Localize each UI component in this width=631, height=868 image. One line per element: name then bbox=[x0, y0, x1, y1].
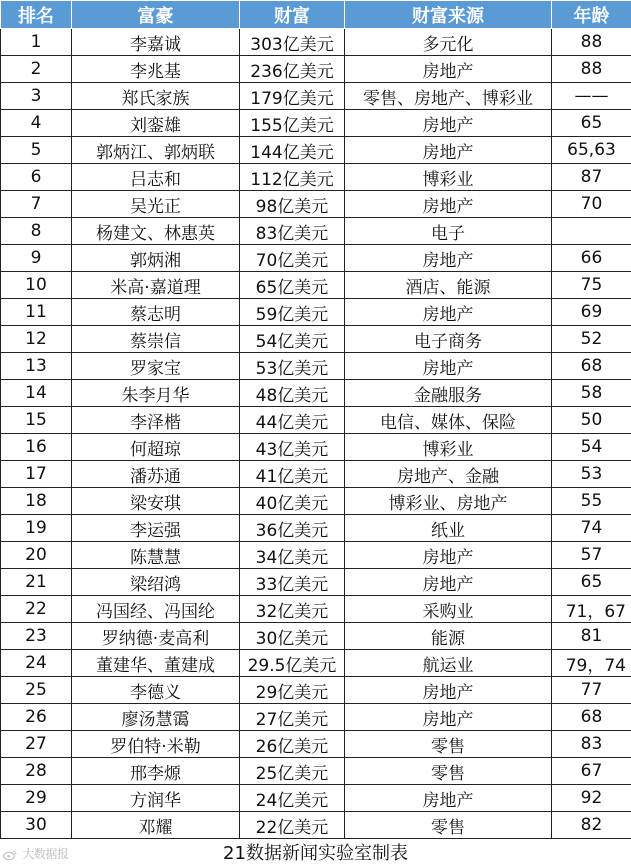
table-row bbox=[1, 488, 631, 515]
table-row bbox=[1, 434, 631, 461]
cell-age: 67 bbox=[552, 758, 631, 785]
cell-rank: 13 bbox=[1, 353, 72, 380]
cell-name: 朱李月华 bbox=[72, 380, 240, 407]
table-row bbox=[1, 164, 631, 191]
cell-rank: 12 bbox=[1, 326, 72, 353]
cell-source: 房地产 bbox=[345, 569, 552, 596]
cell-wealth: 70亿美元 bbox=[240, 245, 345, 272]
cell-source: 房地产 bbox=[345, 677, 552, 704]
cell-age: 88 bbox=[552, 29, 631, 56]
cell-source: 零售 bbox=[345, 812, 552, 839]
cell-name: 廖汤慧霭 bbox=[72, 704, 240, 731]
cell-name: 郭炳湘 bbox=[72, 245, 240, 272]
cell-source: 房地产 bbox=[345, 299, 552, 326]
cell-source: 零售 bbox=[345, 731, 552, 758]
table-row bbox=[1, 704, 631, 731]
cell-rank: 5 bbox=[1, 137, 72, 164]
cell-age: 79，74 bbox=[552, 650, 631, 677]
cell-source: 房地产 bbox=[345, 245, 552, 272]
cell-source: 房地产 bbox=[345, 56, 552, 83]
table-body bbox=[1, 29, 631, 839]
cell-wealth: 26亿美元 bbox=[240, 731, 345, 758]
cell-wealth: 30亿美元 bbox=[240, 623, 345, 650]
cell-wealth: 34亿美元 bbox=[240, 542, 345, 569]
cell-name: 陈慧慧 bbox=[72, 542, 240, 569]
cell-name: 李运强 bbox=[72, 515, 240, 542]
cell-wealth: 44亿美元 bbox=[240, 407, 345, 434]
cell-rank: 18 bbox=[1, 488, 72, 515]
header-row bbox=[1, 1, 631, 29]
cell-rank: 28 bbox=[1, 758, 72, 785]
cell-name: 邓耀 bbox=[72, 812, 240, 839]
table-row bbox=[1, 461, 631, 488]
cell-age: 83 bbox=[552, 731, 631, 758]
cell-name: 吕志和 bbox=[72, 164, 240, 191]
table-row bbox=[1, 785, 631, 812]
cell-wealth: 179亿美元 bbox=[240, 83, 345, 110]
table-row bbox=[1, 542, 631, 569]
cell-name: 刘銮雄 bbox=[72, 110, 240, 137]
header-rank: 排名 bbox=[1, 1, 72, 29]
watermark bbox=[3, 846, 68, 862]
table-row bbox=[1, 110, 631, 137]
table-row bbox=[1, 218, 631, 245]
cell-name: 何超琼 bbox=[72, 434, 240, 461]
cell-rank: 3 bbox=[1, 83, 72, 110]
cell-name: 李泽楷 bbox=[72, 407, 240, 434]
table-row bbox=[1, 812, 631, 839]
cell-age: 68 bbox=[552, 704, 631, 731]
cell-rank: 2 bbox=[1, 56, 72, 83]
table-row bbox=[1, 623, 631, 650]
table-row bbox=[1, 731, 631, 758]
cell-source: 电信、媒体、保险 bbox=[345, 407, 552, 434]
cell-source: 金融服务 bbox=[345, 380, 552, 407]
table-row bbox=[1, 29, 631, 56]
cell-source: 零售 bbox=[345, 758, 552, 785]
cell-age: 77 bbox=[552, 677, 631, 704]
table-row bbox=[1, 380, 631, 407]
cell-rank: 17 bbox=[1, 461, 72, 488]
cell-name: 方润华 bbox=[72, 785, 240, 812]
cell-name: 罗家宝 bbox=[72, 353, 240, 380]
cell-rank: 30 bbox=[1, 812, 72, 839]
header-name: 富豪 bbox=[72, 1, 240, 29]
cell-source: 博彩业 bbox=[345, 434, 552, 461]
table-row bbox=[1, 272, 631, 299]
cell-age: 55 bbox=[552, 488, 631, 515]
cell-age: 92 bbox=[552, 785, 631, 812]
cell-source: 房地产 bbox=[345, 191, 552, 218]
cell-source: 房地产、金融 bbox=[345, 461, 552, 488]
cell-rank: 26 bbox=[1, 704, 72, 731]
cell-wealth: 144亿美元 bbox=[240, 137, 345, 164]
cell-source: 房地产 bbox=[345, 785, 552, 812]
cell-wealth: 303亿美元 bbox=[240, 29, 345, 56]
cell-age: 71，67 bbox=[552, 596, 631, 623]
cell-rank: 29 bbox=[1, 785, 72, 812]
cell-wealth: 33亿美元 bbox=[240, 569, 345, 596]
cell-age: 50 bbox=[552, 407, 631, 434]
cell-rank: 24 bbox=[1, 650, 72, 677]
cell-wealth: 22亿美元 bbox=[240, 812, 345, 839]
cell-name: 李嘉诚 bbox=[72, 29, 240, 56]
table-row bbox=[1, 677, 631, 704]
cell-rank: 20 bbox=[1, 542, 72, 569]
cell-rank: 16 bbox=[1, 434, 72, 461]
table-row bbox=[1, 137, 631, 164]
table-row bbox=[1, 515, 631, 542]
cell-rank: 25 bbox=[1, 677, 72, 704]
cell-age: 65,63 bbox=[552, 137, 631, 164]
cell-source: 房地产 bbox=[345, 704, 552, 731]
cell-rank: 7 bbox=[1, 191, 72, 218]
cell-age: 70 bbox=[552, 191, 631, 218]
cell-source: 零售、房地产、博彩业 bbox=[345, 83, 552, 110]
cell-wealth: 59亿美元 bbox=[240, 299, 345, 326]
cell-source: 纸业 bbox=[345, 515, 552, 542]
table-footer-credit: 21数据新闻实验室制表 bbox=[223, 843, 408, 864]
cell-wealth: 43亿美元 bbox=[240, 434, 345, 461]
cell-wealth: 236亿美元 bbox=[240, 56, 345, 83]
cell-rank: 9 bbox=[1, 245, 72, 272]
cell-source: 航运业 bbox=[345, 650, 552, 677]
cell-rank: 10 bbox=[1, 272, 72, 299]
cell-name: 梁安琪 bbox=[72, 488, 240, 515]
cell-age: 88 bbox=[552, 56, 631, 83]
cell-name: 李德义 bbox=[72, 677, 240, 704]
cell-age: 74 bbox=[552, 515, 631, 542]
cell-name: 蔡志明 bbox=[72, 299, 240, 326]
table-row bbox=[1, 407, 631, 434]
cell-wealth: 32亿美元 bbox=[240, 596, 345, 623]
cell-age: —— bbox=[552, 83, 631, 110]
cell-wealth: 112亿美元 bbox=[240, 164, 345, 191]
cell-source: 房地产 bbox=[345, 110, 552, 137]
cell-rank: 8 bbox=[1, 218, 72, 245]
cell-wealth: 29.5亿美元 bbox=[240, 650, 345, 677]
cell-name: 潘苏通 bbox=[72, 461, 240, 488]
cell-age: 57 bbox=[552, 542, 631, 569]
cell-wealth: 65亿美元 bbox=[240, 272, 345, 299]
cell-name: 冯国经、冯国纶 bbox=[72, 596, 240, 623]
table-row bbox=[1, 569, 631, 596]
cell-source: 电子 bbox=[345, 218, 552, 245]
cell-source: 多元化 bbox=[345, 29, 552, 56]
table-row bbox=[1, 326, 631, 353]
cell-wealth: 36亿美元 bbox=[240, 515, 345, 542]
cell-source: 房地产 bbox=[345, 542, 552, 569]
cell-age: 68 bbox=[552, 353, 631, 380]
cell-age: 66 bbox=[552, 245, 631, 272]
cell-rank: 11 bbox=[1, 299, 72, 326]
cell-age: 65 bbox=[552, 569, 631, 596]
table-row bbox=[1, 596, 631, 623]
cell-name: 罗伯特·米勒 bbox=[72, 731, 240, 758]
cell-wealth: 83亿美元 bbox=[240, 218, 345, 245]
cell-rank: 21 bbox=[1, 569, 72, 596]
cell-wealth: 98亿美元 bbox=[240, 191, 345, 218]
table-row bbox=[1, 353, 631, 380]
cell-age: 82 bbox=[552, 812, 631, 839]
cell-source: 房地产 bbox=[345, 137, 552, 164]
cell-wealth: 29亿美元 bbox=[240, 677, 345, 704]
cell-age: 75 bbox=[552, 272, 631, 299]
cell-name: 米高·嘉道理 bbox=[72, 272, 240, 299]
cell-source: 博彩业 bbox=[345, 164, 552, 191]
cell-wealth: 40亿美元 bbox=[240, 488, 345, 515]
cell-source: 博彩业、房地产 bbox=[345, 488, 552, 515]
cell-age: 58 bbox=[552, 380, 631, 407]
cell-rank: 14 bbox=[1, 380, 72, 407]
cell-name: 罗纳德·麦高利 bbox=[72, 623, 240, 650]
cell-source: 采购业 bbox=[345, 596, 552, 623]
cell-wealth: 24亿美元 bbox=[240, 785, 345, 812]
cell-rank: 15 bbox=[1, 407, 72, 434]
cell-source: 电子商务 bbox=[345, 326, 552, 353]
cell-source: 酒店、能源 bbox=[345, 272, 552, 299]
header-wealth: 财富 bbox=[240, 1, 345, 29]
cell-name: 梁绍鸿 bbox=[72, 569, 240, 596]
cell-rank: 22 bbox=[1, 596, 72, 623]
cell-age: 69 bbox=[552, 299, 631, 326]
table-row bbox=[1, 245, 631, 272]
cell-name: 郑氏家族 bbox=[72, 83, 240, 110]
cell-rank: 6 bbox=[1, 164, 72, 191]
cell-wealth: 53亿美元 bbox=[240, 353, 345, 380]
cell-name: 郭炳江、郭炳联 bbox=[72, 137, 240, 164]
table-row bbox=[1, 83, 631, 110]
cell-wealth: 41亿美元 bbox=[240, 461, 345, 488]
cell-rank: 19 bbox=[1, 515, 72, 542]
cell-name: 邢李㷧 bbox=[72, 758, 240, 785]
cell-age: 87 bbox=[552, 164, 631, 191]
weibo-logo-icon bbox=[3, 850, 17, 860]
cell-wealth: 54亿美元 bbox=[240, 326, 345, 353]
cell-rank: 1 bbox=[1, 29, 72, 56]
cell-rank: 4 bbox=[1, 110, 72, 137]
cell-rank: 27 bbox=[1, 731, 72, 758]
table-row bbox=[1, 299, 631, 326]
cell-name: 蔡崇信 bbox=[72, 326, 240, 353]
cell-age: 81 bbox=[552, 623, 631, 650]
cell-rank: 23 bbox=[1, 623, 72, 650]
cell-source: 能源 bbox=[345, 623, 552, 650]
cell-age bbox=[552, 218, 631, 245]
cell-age: 65 bbox=[552, 110, 631, 137]
header-age: 年龄 bbox=[552, 1, 631, 29]
cell-wealth: 25亿美元 bbox=[240, 758, 345, 785]
cell-name: 吴光正 bbox=[72, 191, 240, 218]
cell-wealth: 48亿美元 bbox=[240, 380, 345, 407]
cell-age: 53 bbox=[552, 461, 631, 488]
cell-wealth: 155亿美元 bbox=[240, 110, 345, 137]
cell-name: 董建华、董建成 bbox=[72, 650, 240, 677]
cell-name: 杨建文、林惠英 bbox=[72, 218, 240, 245]
table-row bbox=[1, 650, 631, 677]
watermark-text: 大数据报 bbox=[22, 847, 69, 861]
cell-age: 52 bbox=[552, 326, 631, 353]
table-row bbox=[1, 56, 631, 83]
cell-name: 李兆基 bbox=[72, 56, 240, 83]
table-row bbox=[1, 758, 631, 785]
header-source: 财富来源 bbox=[345, 1, 552, 29]
cell-source: 房地产 bbox=[345, 353, 552, 380]
cell-wealth: 27亿美元 bbox=[240, 704, 345, 731]
cell-age: 54 bbox=[552, 434, 631, 461]
table-row bbox=[1, 191, 631, 218]
